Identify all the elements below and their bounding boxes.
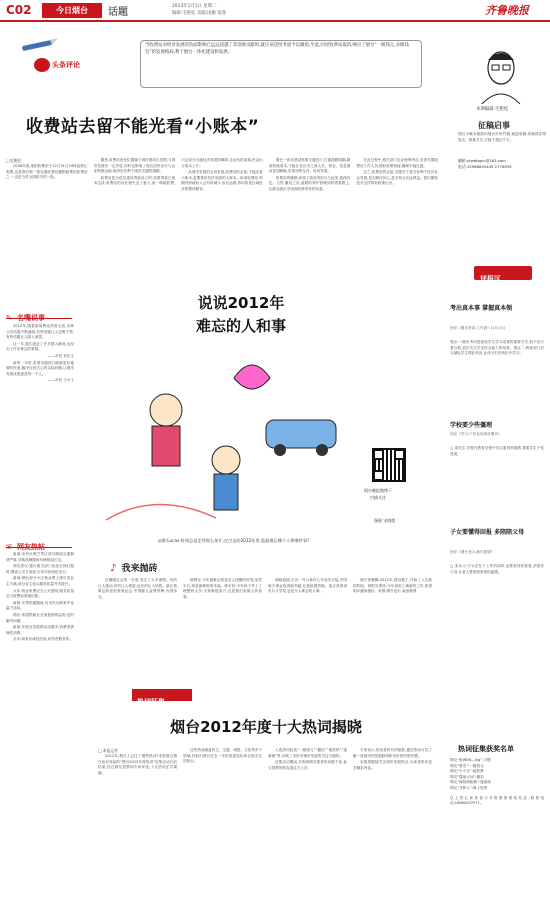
- author-portrait: [478, 46, 524, 104]
- winner-entry: 网友“鲁雪”:一级钱元: [450, 763, 484, 768]
- portrait-sketch-icon: [478, 46, 524, 104]
- hotwords-title: 烟台2012年度十大热词揭晓: [170, 718, 362, 736]
- page-code: C02: [6, 3, 32, 17]
- hotwords-byline: □ 本报记者: [98, 748, 118, 753]
- pen-icon: [20, 35, 60, 57]
- feature-title-line2: 难忘的人和事: [195, 317, 286, 335]
- winner-note: 以上热心读者请与本报联系领取奖品,联系电话:18660037071。: [450, 795, 544, 806]
- pingbao-item-3-title: 子女要懂得回报 多陪陪父母: [450, 529, 525, 536]
- headline-body: [6, 158, 438, 252]
- headline-byline: □毛艳松: [6, 158, 21, 163]
- feature-lead: ◎群:Lucas:时间总是走得那么匆忙,在过去的2012年里,您最难忘哪个人和哪件事?: [158, 538, 310, 543]
- headline-review-summary: [140, 40, 422, 88]
- chat-icon: ✉: [6, 543, 12, 551]
- wanghua-label: 网友热帖: [16, 543, 45, 551]
- brand-logo: 齐鲁晚报: [485, 4, 529, 17]
- pingbao-item-2-ref: 回应《学习:个性化培训在增多》: [450, 432, 502, 436]
- photo-credit: 漫画 宋晓霞: [374, 518, 396, 523]
- issue-date: 2013年1月1日 星期二: [172, 4, 217, 9]
- winner-entry: 网友“张WEN—ing”:习惯: [450, 758, 491, 762]
- headline-article: 2006年底,莱阳收费站于12月31日24时起停止收费,这是烟台第一批实施收费站撤销政策的收费站之一,也是当时全国较早的一批。 据悉,收费站所处位置属于城市建成区范围,与城市发展有一定矛盾,同时也影响了周边居民出行与企业物流运输,取消后有利于城市交通的通畅。 收费站是为偿还建设贷款设立的,如果贷款已基本还清,收费站的存在便失去了意义,而一味地收费,只会成为当地经济发展的障碍,企业负担加重,民众出行成本上升。 从城市发展的全局来看,收费站的去留,不能光看小账本,更要算好经济发展的大账本。取消收费站,短期内财政收入会有所减少,但长远看,带动的是区域经济的整体繁荣。 烟台一体化建设需要交通先行,打通道路阻隔,降低物流成本,才能让各区市之间人员、资金、信息流动更加顺畅,实现优势互补、协同发展。 收费站的撤销,体现了政府的担当与远见,值得肯定。当然,撤站之后,道路的养护管理同样需要跟上,让群众真正享受到改革带来的实惠。 在此过程中,相关部门也应统筹考虑,妥善安置收费站工作人员,做好政策衔接,确保平稳过渡。 总之,收费站的去留,关键在于是否有利于经济社会发展,是否顺应民心,是否符合长远利益。我们期待更多这样的好政策出台。: [6, 158, 438, 191]
- cartoon-illustration-icon: [96, 330, 366, 538]
- mingjia-label: 名嘴说事: [16, 314, 45, 322]
- pen-illustration: [20, 35, 60, 57]
- issue-editors: 编辑:毛艳松 美编:国傲 窦睿: [172, 11, 227, 16]
- pingbao-item-1-title: 考出真本事 掌握真本领: [450, 305, 513, 312]
- zhenggao-title: 征稿启事: [478, 121, 510, 130]
- zhenggao-phone: 电话:15966845449 2776639: [458, 164, 512, 169]
- winner-entry: 网友“蓬莱大仙”:撤站: [450, 774, 484, 779]
- wechat-caption-2: 扫描关注: [370, 495, 386, 500]
- tag-speech-icon: [34, 58, 50, 72]
- mic-icon: ✎: [6, 314, 12, 322]
- mingjia-tag: [6, 305, 72, 322]
- summary-text: 当收费站对经济发展的负面影响已远远超越了其创收贡献时,就应该适度考虑予以撤销,至此,同里收费站取消,响应了烟台“一级钱元,多级钱包”的发展格局,利于烟台一体化建设和发展。: [145, 43, 409, 55]
- wechat-qrcode: [372, 448, 406, 482]
- winner-entry: 网友“小小豆”:地铁梦: [450, 769, 484, 774]
- feature-illustration: [96, 330, 366, 538]
- hotwords-label: 热词征集: [137, 698, 165, 706]
- section-today: 今日烟台: [42, 3, 102, 18]
- headline-review-tag: [34, 58, 94, 72]
- zhenggao-body: 烟台今晚本版面向烟台市民约稿,欢迎来稿:来稿请注明姓名、联系方式,字数不超过千字。: [458, 132, 546, 142]
- pingbao-label: 评报区: [480, 275, 501, 283]
- masthead: [0, 0, 550, 22]
- wolaipao-tag: [110, 556, 184, 574]
- megaphone-icon: ♪: [110, 563, 117, 574]
- qr-code-icon: [374, 450, 404, 480]
- headline-review-label: 头条评论: [52, 61, 80, 69]
- feature-title-line1: 说说2012年: [197, 294, 285, 312]
- wolaipao-body: 在刚刚过去的一年里,发生了太多事情。有的让人感动,有的让人愤怒,也有的让人欣慰。最让我难忘的是伦敦奥运会,中国健儿奋勇拼搏,为国争光。 @网友:今年最难忘的是亲人团聚的时刻,虽然平凡,却是最珍贵的幸福。@市民:今年孩子考上了理想的大学,全家都很高兴,这是我们家最大的喜事。 @晓迪迪:天宫一号与神舟九号成功对接,中国航天事业取得新突破,让我倍感骄傲。莫言获得诺贝尔文学奖,也是令人难忘的大事。 @长发飘飘:2012年,我结婚了,开始了人生新的阶段。@阳光男孩:今年找到了满意的工作,希望明年越来越好。来源:烟台论坛 新浪微博: [98, 578, 432, 599]
- pingbao-item-3-ref: 回应《烟台老人:新年愿望》: [450, 550, 495, 554]
- author-label: 本期编辑:毛艳松: [476, 107, 509, 112]
- pingbao-item-2-body: □ 周先生:学校在教育过程中应注重因材施教,尊重学生个性发展。: [450, 446, 544, 456]
- pingbao-item-1-ref: 回应《期末考试:工作表》(1月1日): [450, 326, 506, 330]
- mingjia-body: 2012年,随着新闻舆论热度走高,各种公共话题不断涌现,有些话题让人忍俊不禁,有些话题让人陷入深思。 这一年,我们见证了许多感人瞬间,也经历了许多难忘的事情。 ——市民 刘先生 新的一年里,希望各级部门能够更好地倾听民意,解决百姓关心的实际问题,让城市发展成果惠及每一个人。 ——市民 王女士: [6, 324, 74, 383]
- pingbao-item-2-title: 学校要少些僵理: [450, 422, 493, 429]
- zhenggao-email: 邮箱:ytwbtopic@163.com: [458, 158, 506, 163]
- wechat-caption-1: 烟台晚报微博下: [364, 488, 392, 493]
- winner-entry: 网友“海阳海阳港”:蓬莱阁: [450, 780, 491, 785]
- section-topic: 话题: [108, 7, 128, 18]
- wanghua-tag: [6, 534, 72, 551]
- headline-title: 收费站去留不能光看“小账本”: [26, 117, 260, 137]
- redci-list-body: [450, 758, 544, 918]
- pingbao-item-3-body: □ 宋女士:子女在忙于工作的同时,也要常回家看看,多陪伴父母,让老人感受到家庭的温暖。: [450, 564, 544, 574]
- wanghua-body: 新闻:市民反映芝罘区部分路段交通拥堵严重,早晚高峰期间车辆排起长龙。 网友热议:建议相关部门优化红绿灯配时,增设公交专用道,引导市民绿色出行。 新闻:烟台部分小区物业费上调引发业主不满,部分业主表示服务质量并未提升。 点评:物业收费应当公开透明,服务质量应与收费标准相匹配。 新闻:冬季供暖期间,有市民反映家中室温不达标。 网友:希望供暖企业加强管网巡查,及时解决问题。 新闻:年底各类促销活动增多,消费者需理性消费。 点评:商家应诚信经营,切勿虚假宣传。: [6, 552, 74, 642]
- pingbao-item-1-body: 观点一:期末考试是检验学生学习成果的重要方式,但不应只看分数,更应关注学生综合能力的培养。观点二:教育部门应当减轻学生课业负担,让孩子们在快乐中学习。: [450, 340, 544, 356]
- pingbao-tag: [474, 266, 532, 283]
- hotwords-body: □ 本报记者 2012年,烟台人记住了哪些热词?本报联合烟台论坛发起的“烟台2012年度热词”征集活动日前结束,经过网友投票和专家评选,十大热词正式揭晓。 这些热词涵盖民生、交通、城建、文化等多个领域,折射出烟台过去一年的发展变化和百姓关注的热点。 入选热词包括“一级钱元”“撤站”“地铁梦”“蓬莱阁”等,反映了市民对城市发展的关注与期待。 征集活动期间,共收到网友推荐热词数千条,参与投票的网友超过万人次。 专家表示,热词是时代的缩影,通过热词可以了解一座城市的发展脉络和市民的所思所想。 本报将继续关注城市发展热点,为读者带来更多精彩内容。: [98, 748, 432, 775]
- redci-list-title: 热词征集获奖名单: [458, 745, 514, 753]
- winner-entry: 网友“寻梦人”:海上世界: [450, 785, 488, 790]
- wolaipao-label: 我来抛砖: [121, 564, 158, 574]
- hotwords-tag: [132, 689, 192, 706]
